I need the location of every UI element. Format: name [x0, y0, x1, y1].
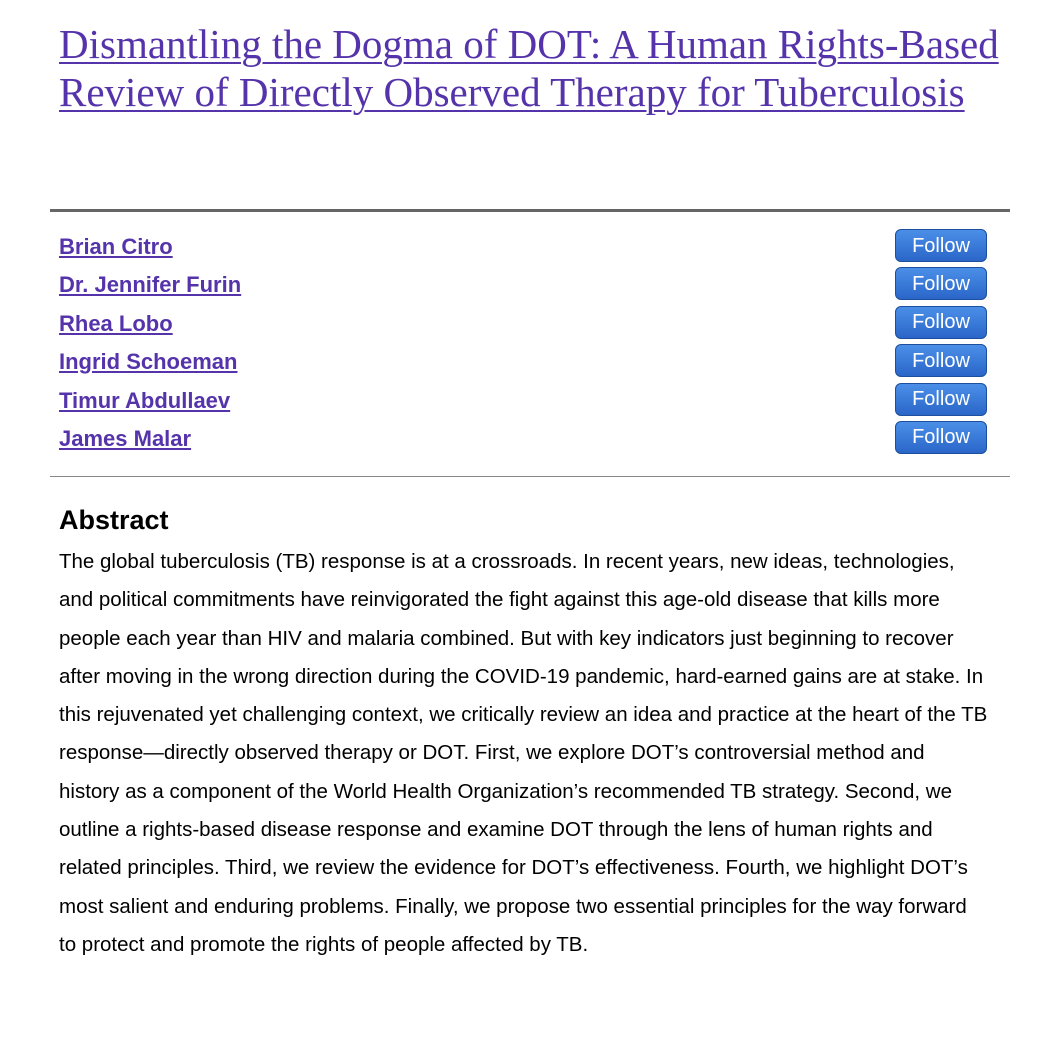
author-list	[59, 229, 987, 459]
author-row	[59, 306, 987, 344]
title-divider	[50, 209, 1010, 212]
author-row	[59, 344, 987, 382]
authors-divider	[50, 476, 1010, 477]
author-link-brian-citro[interactable]: Brian Citro	[59, 234, 173, 259]
follow-button-brian-citro[interactable]: Follow	[895, 229, 987, 262]
author-link-jennifer-furin[interactable]: Dr. Jennifer Furin	[59, 272, 242, 298]
author-row	[59, 267, 987, 305]
author-row	[59, 229, 987, 267]
article-title-link[interactable]: Dismantling the Dogma of DOT: A Human Rights-Based Review of Directly Observed Therapy for Tuberculosis	[59, 21, 999, 115]
author-link-james-malar[interactable]: James Malar	[59, 425, 192, 451]
author-row	[59, 421, 987, 459]
article-title	[59, 20, 1019, 116]
follow-button-jennifer-furin[interactable]: Follow	[895, 267, 987, 300]
follow-button-ingrid-schoeman[interactable]: Follow	[895, 344, 987, 377]
abstract-heading: Abstract	[59, 505, 169, 535]
follow-button-timur-abdullaev[interactable]: Follow	[895, 383, 987, 416]
author-row	[59, 383, 987, 421]
author-link-timur-abdullaev[interactable]: Timur Abdullaev	[59, 387, 231, 413]
author-link-ingrid-schoeman[interactable]: Ingrid Schoeman	[59, 349, 238, 375]
abstract-text: The global tuberculosis (TB) response is at a crossroads. In recent years, new ideas, technologies, and political commitments have reinvigorated the fight against this age-old disease that kills more people each year than HIV and malaria combined. But with key indicators just beginning to recover after moving in the wrong direction during the COVID-19 pandemic, hard-earned gains are at stake. In this rejuvenated yet challenging context, we critically review an idea and practice at the heart of the TB response—directly observed therapy or DOT. First, we explore DOT’s controversial method and history as a component of the World Health Organization’s recommended TB strategy. Second, we outline a rights-based disease response and examine DOT through the lens of human rights and related principles. Third, we review the evidence for DOT’s effectiveness. Fourth, we highlight DOT’s most salient and enduring problems. Finally, we propose two essential principles for the way forward to protect and promote the rights of people affected by TB.	[59, 550, 988, 956]
follow-button-rhea-lobo[interactable]: Follow	[895, 306, 987, 339]
follow-button-james-malar[interactable]: Follow	[895, 421, 987, 454]
author-link-rhea-lobo[interactable]: Rhea Lobo	[59, 310, 173, 336]
